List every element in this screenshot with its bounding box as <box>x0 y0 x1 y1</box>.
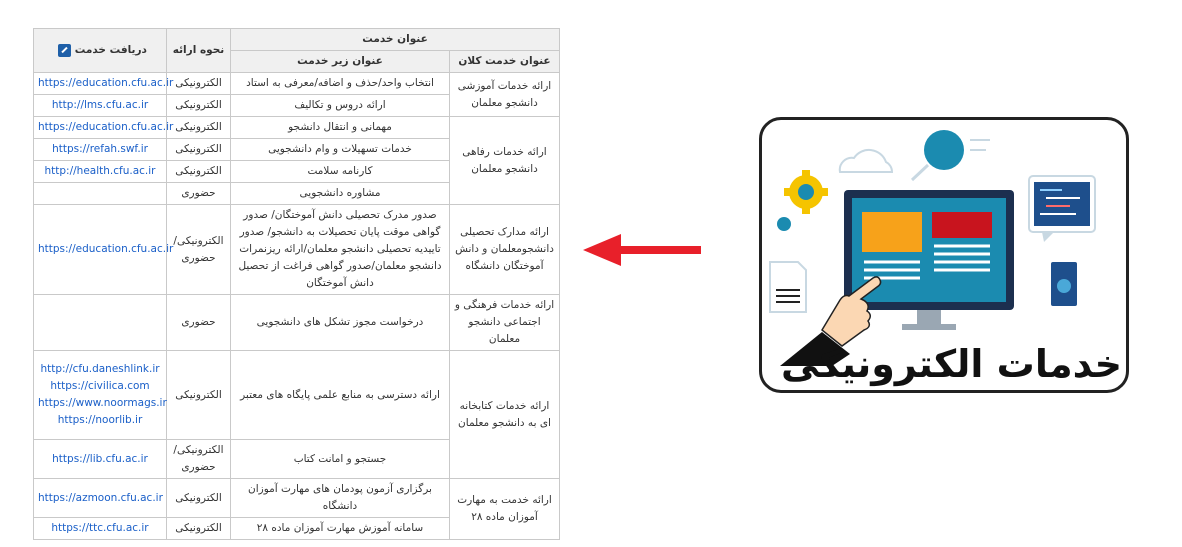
service-link[interactable]: http://lms.cfu.ac.ir <box>51 99 149 111</box>
cell-sub-service: ارائه دروس و تکالیف <box>231 95 450 117</box>
red-arrow-icon <box>583 228 703 272</box>
cell-sub-service: درخواست مجوز تشکل های دانشجویی <box>231 295 450 351</box>
cell-delivery-method: الکترونیکی <box>167 73 231 95</box>
cell-main-service: ارائه خدمات رفاهی دانشجو معلمان <box>450 117 560 205</box>
cell-sub-service: مهمانی و انتقال دانشجو <box>231 117 450 139</box>
header-service-title: عنوان خدمت <box>231 29 560 51</box>
service-link[interactable]: https://azmoon.cfu.ac.ir <box>38 491 163 504</box>
cell-receive-service <box>34 205 174 295</box>
illustration-title: خدمات الکترونیکی <box>780 342 1122 386</box>
cell-receive-service <box>34 351 167 440</box>
e-services-illustration <box>759 117 1129 393</box>
service-link[interactable]: https://www.noormags.ir <box>38 397 167 409</box>
cell-delivery-method: حضوری <box>167 295 231 351</box>
cell-delivery-method: الکترونیکی/ حضوری <box>167 440 231 479</box>
cell-main-service: ارائه خدمات کتابخانه ای به دانشجو معلمان <box>450 351 560 479</box>
table-row <box>34 351 560 440</box>
cell-receive-service <box>34 161 167 183</box>
table-row <box>34 117 560 139</box>
cloud-icon <box>840 150 892 172</box>
table-row <box>34 73 560 95</box>
table-row <box>34 205 560 295</box>
service-link[interactable]: https://ttc.cfu.ac.ir <box>51 522 149 534</box>
cell-delivery-method: الکترونیکی/ حضوری <box>167 205 231 295</box>
service-link[interactable]: http://health.cfu.ac.ir <box>44 165 156 177</box>
cell-sub-service: مشاوره دانشجویی <box>231 183 450 205</box>
cell-sub-service: سامانه آموزش مهارت آموزان ماده ۲۸ <box>231 518 450 540</box>
cell-sub-service: صدور مدرک تحصیلی دانش آموختگان/ صدور گواهی موقت پایان تحصیلات به دانشجو/ صدور تاییدیه تحصیلی دانشجو معلمان/ارائه ریزنمرات دانشجو معلمان/صدور گواهی فراغت از تحصیل دانش آموختگان <box>231 205 450 295</box>
header-delivery-method: نحوه ارائه <box>167 29 231 73</box>
cell-delivery-method: الکترونیکی <box>167 117 231 139</box>
cell-receive-service <box>34 117 174 139</box>
service-link[interactable]: https://refah.swf.ir <box>52 143 148 155</box>
cell-receive-service <box>34 95 167 117</box>
cell-main-service: ارائه خدمات آموزشی دانشجو معلمان <box>450 73 560 117</box>
cell-receive-service <box>34 440 167 479</box>
cell-receive-service <box>34 295 167 351</box>
cell-sub-service: انتخاب واحد/حذف و اضافه/معرفی به استاد <box>231 73 450 95</box>
document-icon <box>770 262 806 312</box>
cell-receive-service <box>34 518 167 540</box>
table-row <box>34 479 560 518</box>
cell-delivery-method: الکترونیکی <box>167 139 231 161</box>
cell-receive-service <box>34 183 167 205</box>
service-link[interactable]: https://education.cfu.ac.ir <box>38 77 174 89</box>
service-link[interactable]: http://cfu.daneshlink.ir <box>40 363 160 375</box>
cell-delivery-method: الکترونیکی <box>167 95 231 117</box>
gear-icon <box>777 170 828 231</box>
link-icon <box>58 44 71 57</box>
cell-sub-service: ارائه دسترسی به منابع علمی پایگاه های معتبر <box>231 351 450 440</box>
service-link[interactable]: https://lib.cfu.ac.ir <box>52 452 148 465</box>
cell-sub-service: جستجو و امانت کتاب <box>231 440 450 479</box>
cell-delivery-method: الکترونیکی <box>167 351 231 440</box>
cell-receive-service <box>34 73 174 95</box>
service-link[interactable]: https://civilica.com <box>50 380 150 392</box>
monitor-icon <box>844 190 1014 330</box>
code-bubble-icon <box>1029 176 1095 242</box>
cell-receive-service <box>34 139 167 161</box>
header-sub-service: عنوان زیر خدمت <box>231 51 450 73</box>
magnifier-icon <box>912 130 990 180</box>
header-main-service: عنوان خدمت کلان <box>450 51 560 73</box>
cell-receive-service <box>34 479 167 518</box>
cell-delivery-method: الکترونیکی <box>167 518 231 540</box>
services-table <box>33 28 560 540</box>
cell-sub-service: برگزاری آزمون پودمان های مهارت آموزان دانشگاه <box>231 479 450 518</box>
cell-main-service: ارائه خدمات فرهنگی و اجتماعی دانشجو معلمان <box>450 295 560 351</box>
cell-delivery-method: حضوری <box>167 183 231 205</box>
service-link[interactable]: https://education.cfu.ac.ir <box>38 243 174 255</box>
table-row <box>34 295 560 351</box>
cell-sub-service: خدمات تسهیلات و وام دانشجویی <box>231 139 450 161</box>
services-table-body <box>34 73 560 540</box>
cell-delivery-method: الکترونیکی <box>167 161 231 183</box>
service-link[interactable]: https://education.cfu.ac.ir <box>38 121 174 133</box>
service-link[interactable]: https://noorlib.ir <box>57 414 143 426</box>
cell-main-service: ارائه مدارک تحصیلی دانشجومعلمان و دانش آموختگان دانشگاه <box>450 205 560 295</box>
services-table-container <box>33 28 559 540</box>
cell-main-service: ارائه خدمت به مهارت آموزان ماده ۲۸ <box>450 479 560 540</box>
phone-icon <box>1051 262 1077 306</box>
cell-delivery-method: الکترونیکی <box>167 479 231 518</box>
header-receive-service: دریافت خدمت <box>34 29 167 73</box>
cell-sub-service: کارنامه سلامت <box>231 161 450 183</box>
